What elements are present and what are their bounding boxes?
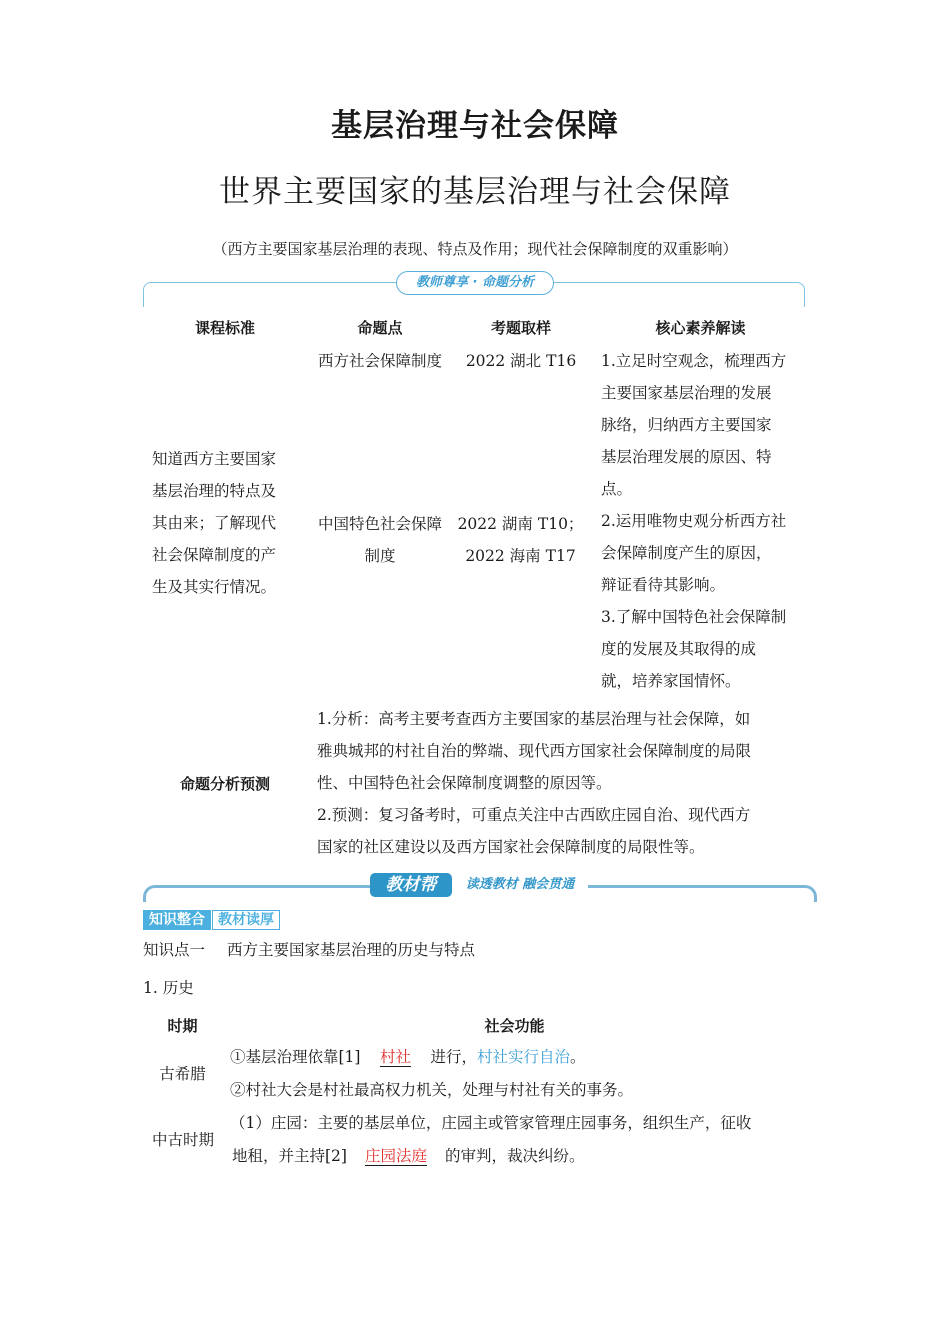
section-tag-primary: 知识整合 [143,910,211,930]
highlight-village-autonomy: 村社实行自治 [476,1048,570,1066]
header-literacy: 核心素养解读 [655,319,746,337]
point-chinese-social-security: 中国特色社会保障 制度 [317,515,442,565]
literacy-cell: 1.立足时空观念，梳理西方 主要国家基层治理的发展 脉络，归纳西方主要国家 基层治理发展的原因、特 点。 2.运用唯物史观分析西方社 会保障制度产生的原因， 辩证看待其影响。 3.了解中国特色社会保障制 度的发展及其取得的成 就，培养家国情怀。 [601,352,787,690]
textbook-badge: 教材帮 [370,873,452,897]
answer-blank-1: 村社 [379,1048,411,1066]
scope-note: （西方主要国家基层治理的表现、特点及作用；现代社会保障制度的双重影响） [212,240,738,258]
table-row-line: ①基层治理依靠[1] 村社 进行，村社实行自治。 [230,1041,586,1074]
header-course-standard: 课程标准 [194,319,255,337]
header-sample: 考题取样 [490,319,551,337]
course-standard-cell: 知道西方主要国家 基层治理的特点及 其由来；了解现代 社会保障制度的产 生及其实行情况。 [152,450,277,596]
page-subtitle: 世界主要国家的基层治理与社会保障 [219,174,731,210]
sample-2022-hubei: 2022 湖北 T16 [465,352,577,370]
header-point: 命题点 [357,319,403,337]
forecast-label: 命题分析预测 [179,775,270,793]
period-ancient-greece: 古希腊 [159,1065,206,1083]
period-middle-ages: 中古时期 [151,1131,214,1149]
table-row-line: （1）庄园：主要的基层单位，庄园主或管家管理庄园事务，组织生产，征收 [230,1114,752,1132]
header-function: 社会功能 [484,1017,545,1035]
history-heading: 1. 历史 [143,979,194,997]
table-row-line: 地租，并主持[2] 庄园法庭 的审判，裁决纠纷。 [232,1140,584,1173]
knowledge-point-heading [143,938,475,962]
answer-blank-2: 庄园法庭 [364,1147,427,1165]
samples-2022-hunan-hainan: 2022 湖南 T10； 2022 海南 T17 [457,515,584,565]
teacher-banner-label: 教师尊享 · 命题分析 [396,271,554,295]
header-period: 时期 [167,1017,198,1035]
forecast-cell: 1.分析：高考主要考查西方主要国家的基层治理与社会保障，如 雅典城邦的村社自治的弊端、现代西方国家社会保障制度的局限 性、中国特色社会保障制度调整的原因等。 2.预测：复习备考时，可重点关注中古西欧庄园自治、现代西方 国家的社区建设以及西方国家社会保障制度的局限性等。 [317,710,752,856]
point-western-social-security: 西方社会保障制度 [317,352,442,370]
table-row-line: ②村社大会是村社最高权力机关，处理与村社有关的事务。 [230,1081,634,1099]
knowledge-point-title: 西方主要国家基层治理的历史与特点 [227,941,476,959]
textbook-slogan: 读透教材 融会贯通 [452,873,588,897]
page-title: 基层治理与社会保障 [331,108,619,144]
knowledge-point-label: 知识点一 [143,941,206,959]
section-tag-secondary: 教材读厚 [212,910,280,930]
